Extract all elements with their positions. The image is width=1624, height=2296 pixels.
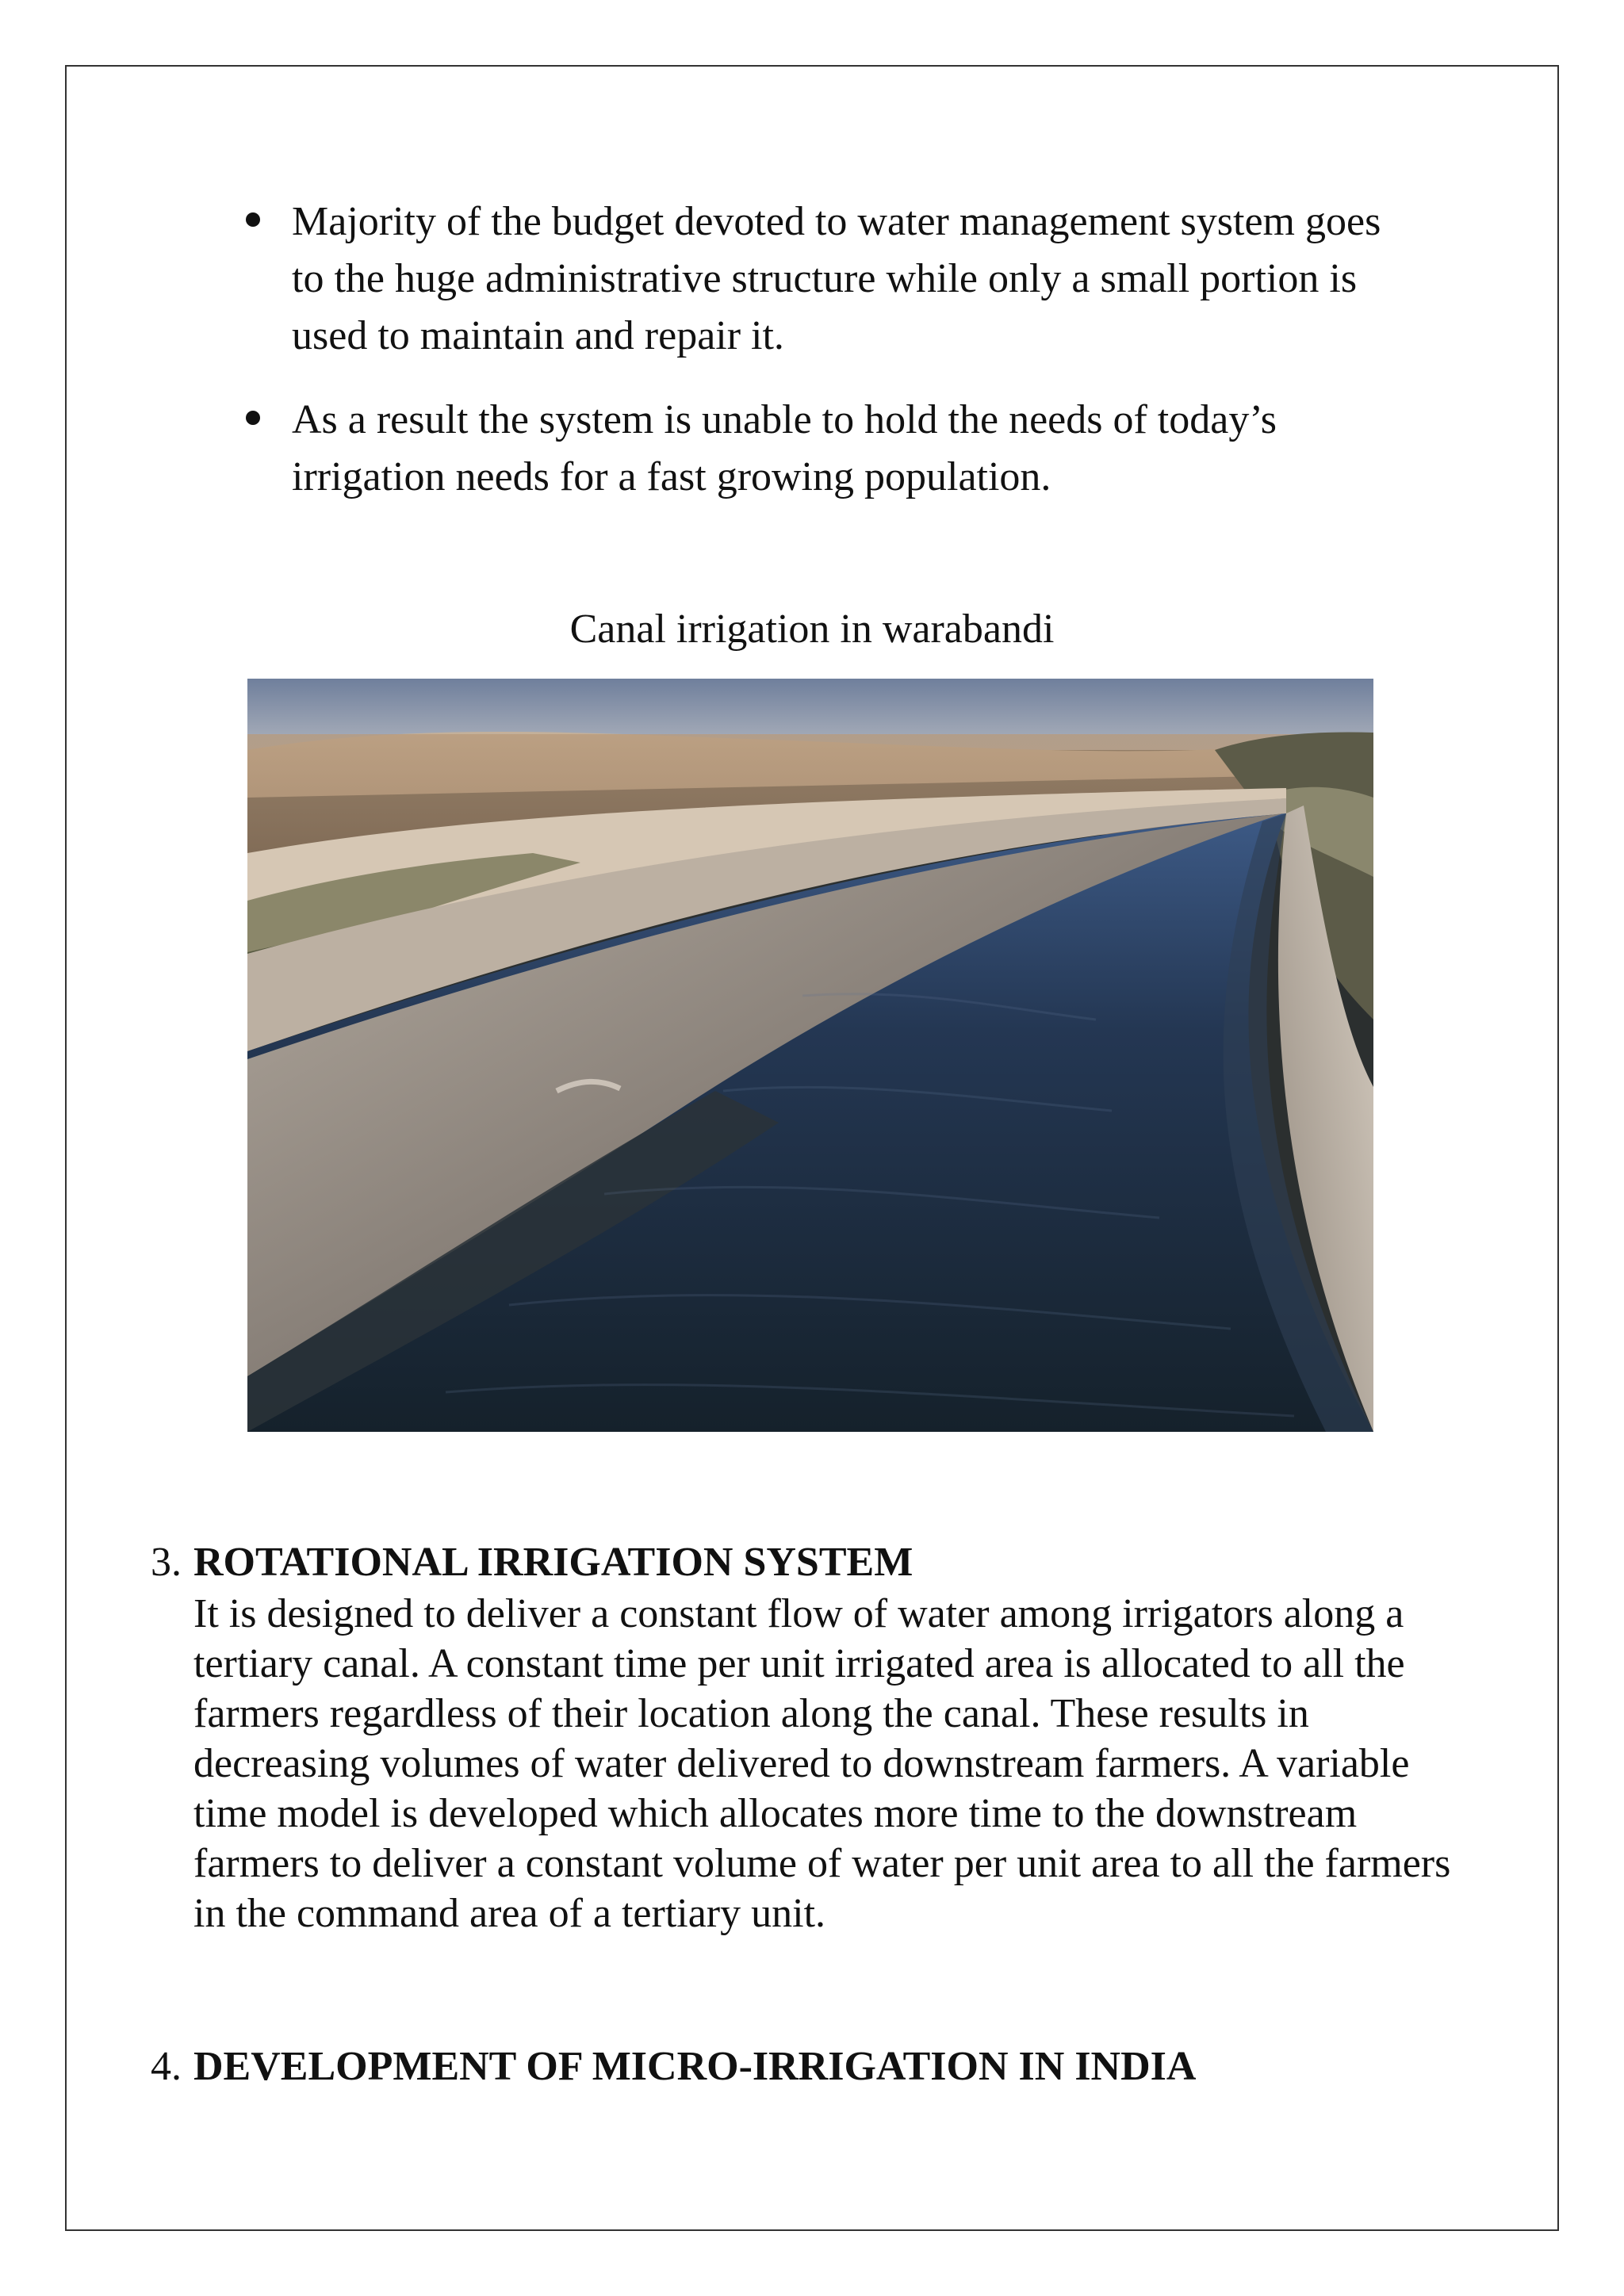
bullet-icon xyxy=(246,212,260,227)
bullet-item xyxy=(235,392,1385,506)
section-title: ROTATIONAL IRRIGATION SYSTEM xyxy=(193,1540,914,1585)
section-number: 3. xyxy=(151,1540,182,1585)
section-number: 4. xyxy=(151,2044,182,2089)
bullet-text: As a result the system is unable to hold the needs of today’s irrigation needs for a fast growing population. xyxy=(292,397,1277,499)
canal-photo xyxy=(247,679,1373,1432)
canal-image xyxy=(247,679,1373,1432)
section-heading xyxy=(151,1536,1459,1589)
bullet-icon xyxy=(246,411,260,425)
figure-caption: Canal irrigation in warabandi xyxy=(569,607,1055,652)
bullet-text: Majority of the budget devoted to water management system goes to the huge administrative structure while only a small portion is used to maintain and repair it. xyxy=(292,199,1381,358)
section-rotational-irrigation xyxy=(151,1536,1459,1938)
section-micro-irrigation xyxy=(151,2041,1459,2093)
bullet-list xyxy=(235,193,1385,506)
bullet-item xyxy=(235,193,1385,365)
section-title: DEVELOPMENT OF MICRO-IRRIGATION IN INDIA xyxy=(193,2044,1197,2089)
section-paragraph: It is designed to deliver a constant flow of water among irrigators along a tertiary canal. A constant time per unit irrigated area is allocated to all the farmers regardless of their location along the canal. These results in decreasing volumes of water delivered to downstream farmers. A variable time model is developed which allocates more time to the downstream farmers to deliver a constant volume of water per unit area to all the farmers in the command area of a tertiary unit. xyxy=(193,1591,1451,1936)
section-heading xyxy=(151,2041,1459,2093)
